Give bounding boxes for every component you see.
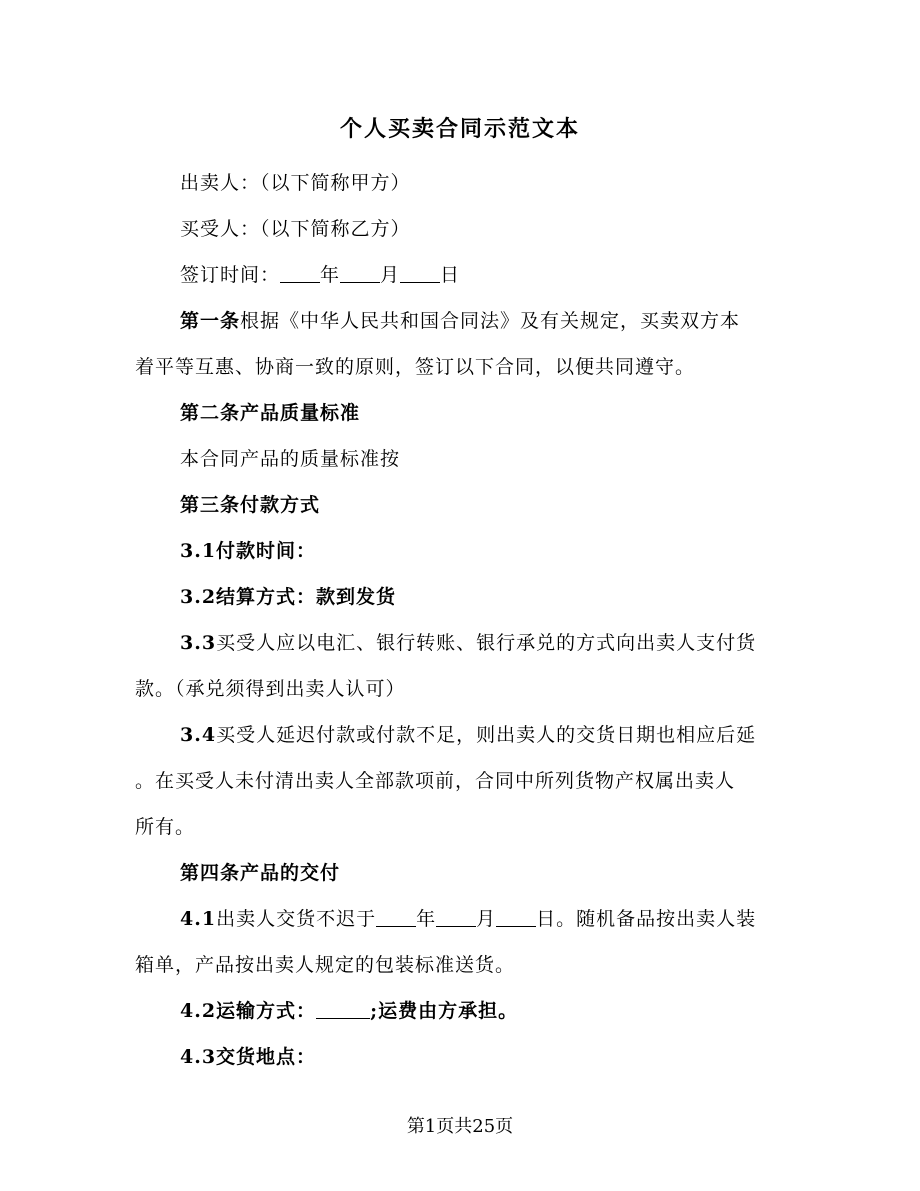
sign-date-year: 年 (320, 264, 341, 286)
blank-month (436, 910, 476, 927)
clause-3-4-line-3: 所有。 (135, 816, 196, 838)
blank-year (280, 266, 320, 283)
clause-4-1-text: 出卖人交货不迟于 (216, 908, 377, 930)
sign-date-month: 月 (380, 264, 401, 286)
clause-3-3-line-2: 款。（承兑须得到出卖人认可） (135, 678, 406, 700)
clause-4-1-number: 4.1 (180, 908, 217, 930)
clause-3-4-text: 买受人延迟付款或付款不足，则出卖人的交货日期也相应后延 (216, 724, 757, 746)
seller-line: 出卖人：（以下简称甲方） (180, 172, 411, 194)
sign-date-label: 签订时间： (180, 264, 281, 286)
blank-day (400, 266, 440, 283)
clause-4-1-line-1 (180, 904, 756, 931)
blank-transport (316, 1002, 370, 1019)
article-1-text: 根据《中华人民共和国合同法》及有关规定，买卖双方本 (240, 310, 741, 332)
clause-4-2 (180, 996, 518, 1023)
document-title: 个人买卖合同示范文本 (339, 116, 580, 142)
clause-3-3-number: 3.3 (180, 632, 217, 654)
blank-month (340, 266, 380, 283)
article-3-heading: 第三条付款方式 (180, 494, 321, 516)
article-1-line-1 (180, 306, 740, 333)
clause-3-1: 3.1付款时间： (180, 540, 317, 562)
clause-4-1-year: 年 (416, 908, 437, 930)
sign-date-day: 日 (440, 264, 461, 286)
clause-3-4-line-1 (180, 720, 756, 747)
clause-3-4-number: 3.4 (180, 724, 217, 746)
clause-4-1-line-2: 箱单，产品按出卖人规定的包装标准送货。 (135, 954, 516, 976)
article-2-heading: 第二条产品质量标准 (180, 402, 361, 424)
buyer-line: 买受人：（以下简称乙方） (180, 218, 411, 240)
clause-4-1-day: 日。随机备品按出卖人装 (536, 908, 757, 930)
sign-date-line (180, 260, 460, 287)
clause-3-4-line-2: 。在买受人未付清出卖人全部款项前，合同中所列货物产权属出卖人 (135, 770, 736, 792)
clause-4-1-month: 月 (476, 908, 497, 930)
article-1-heading: 第一条 (180, 310, 241, 332)
clause-4-3: 4.3交货地点： (180, 1046, 317, 1068)
article-1-line-2: 着平等互惠、协商一致的原则，签订以下合同，以便共同遵守。 (135, 356, 696, 378)
clause-3-3-line-1 (180, 628, 756, 655)
clause-3-3-text: 买受人应以电汇、银行转账、银行承兑的方式向出卖人支付货 (216, 632, 757, 654)
article-4-heading: 第四条产品的交付 (180, 862, 341, 884)
clause-3-2: 3.2结算方式：款到发货 (180, 586, 397, 608)
clause-4-2-text: ;运费由方承担。 (370, 1000, 519, 1022)
article-2-text: 本合同产品的质量标准按 (180, 448, 401, 470)
page-footer: 第1页共25页 (406, 1116, 514, 1137)
clause-4-2-label: 4.2运输方式： (180, 1000, 317, 1022)
blank-year (376, 910, 416, 927)
blank-day (496, 910, 536, 927)
